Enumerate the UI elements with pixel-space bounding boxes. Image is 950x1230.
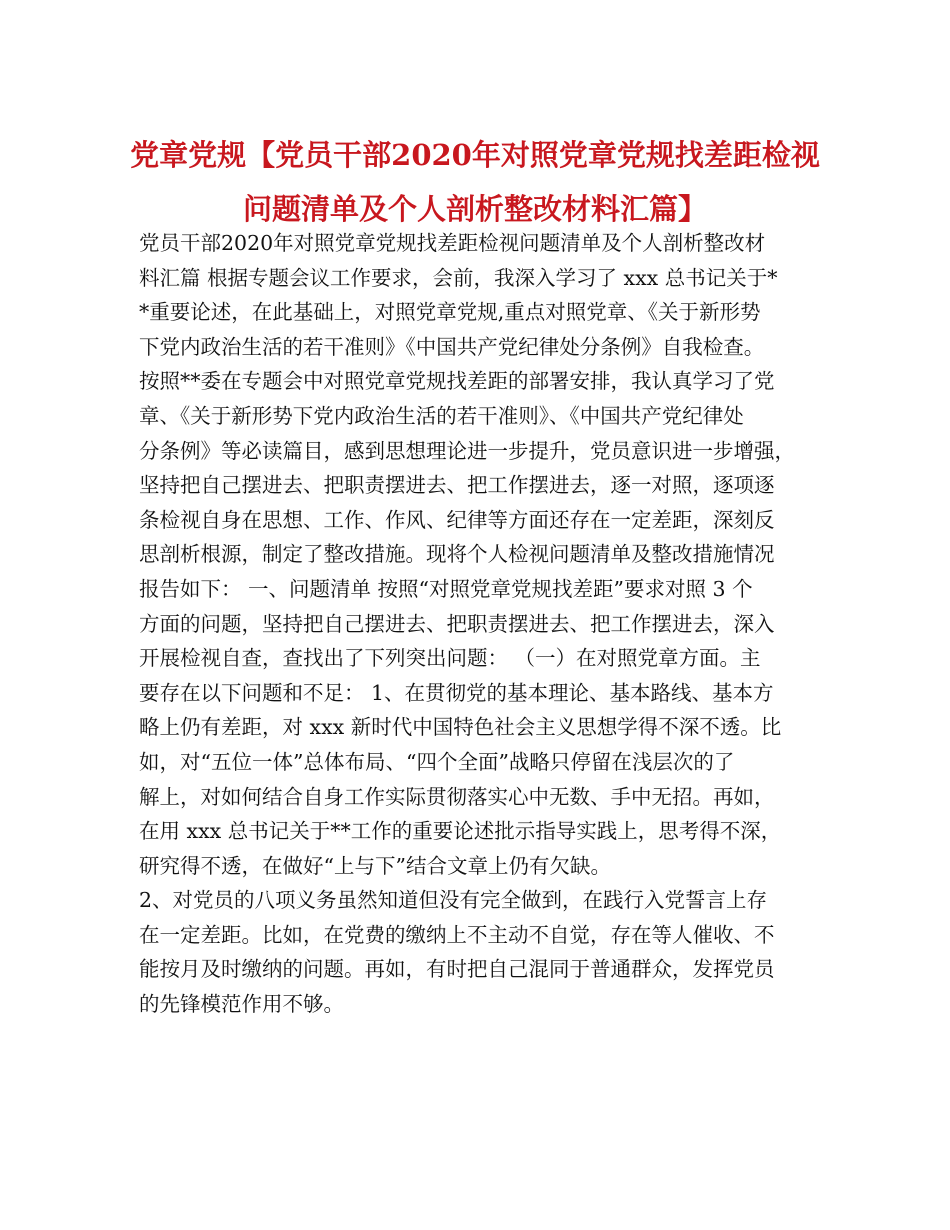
body-line: 报告如下： 一、问题清单 按照“对照党章党规找差距”要求对照 3 个 <box>139 576 753 601</box>
body-line: 条检视自身在思想、工作、作风、纪律等方面还存在一定差距，深刻反 <box>139 507 775 532</box>
body-line: 党员干部2020年对照党章党规找差距检视问题清单及个人剖析整改材 <box>139 231 766 255</box>
body-line: 料汇篇 根据专题会议工作要求，会前，我深入学习了 xxx 总书记关于* <box>139 265 778 290</box>
body-line: 分条例》等必读篇目，感到思想理论进一步提升，党员意识进一步增强， <box>139 438 795 463</box>
title-line-2: 问题清单及个人剖析整改材料汇篇】 <box>242 192 707 226</box>
body-line: 略上仍有差距，对 xxx 新时代中国特色社会主义思想学得不深不透。比 <box>139 715 782 740</box>
body-line: 研究得不透，在做好“上与下”结合文章上仍有欠缺。 <box>139 853 611 878</box>
body-line: 在一定差距。比如，在党费的缴纳上不主动不自觉，存在等人催收、不 <box>139 922 775 947</box>
body-line: 开展检视自查，查找出了下列突出问题： （一）在对照党章方面。主 <box>139 646 761 671</box>
body-line: 按照**委在专题会中对照党章党规找差距的部署安排，我认真学习了党 <box>139 369 775 394</box>
body-line: 2、对党员的八项义务虽然知道但没有完全做到，在践行入党誓言上存 <box>139 888 768 913</box>
body-line: 在用 xxx 总书记关于**工作的重要论述批示指导实践上，思考得不深， <box>139 819 782 844</box>
body-line: 如，对“五位一体”总体布局、“四个全面”战略只停留在浅层次的了 <box>139 749 735 774</box>
document-body <box>139 226 839 1022</box>
body-line: 坚持把自己摆进去、把职责摆进去、把工作摆进去，逐一对照，逐项逐 <box>139 473 775 498</box>
body-line: 要存在以下问题和不足： 1、在贯彻党的基本理论、基本路线、基本方 <box>139 680 774 705</box>
body-line: 解上，对如何结合自身工作实际贯彻落实心中无数、手中无招。再如， <box>139 784 775 809</box>
body-line: 下党内政治生活的若干准则》《中国共产党纪律处分条例》自我检查。 <box>139 334 765 359</box>
document-title <box>90 128 860 236</box>
body-line: 思剖析根源，制定了整改措施。现将个人检视问题清单及整改措施情况 <box>139 542 775 567</box>
body-line: *重要论述，在此基础上，对照党章党规,重点对照党章、《关于新形势 <box>139 300 761 325</box>
body-line: 的先锋模范作用不够。 <box>139 992 344 1017</box>
title-line-1: 党章党规【党员干部2020年对照党章党规找差距检视 <box>130 138 820 172</box>
body-line: 章、《关于新形势下党内政治生活的若干准则》、《中国共产党纪律处 <box>139 403 744 428</box>
body-line: 方面的问题，坚持把自己摆进去、把职责摆进去、把工作摆进去，深入 <box>139 611 775 636</box>
body-line: 能按月及时缴纳的问题。再如，有时把自己混同于普通群众，发挥党员 <box>139 957 775 982</box>
